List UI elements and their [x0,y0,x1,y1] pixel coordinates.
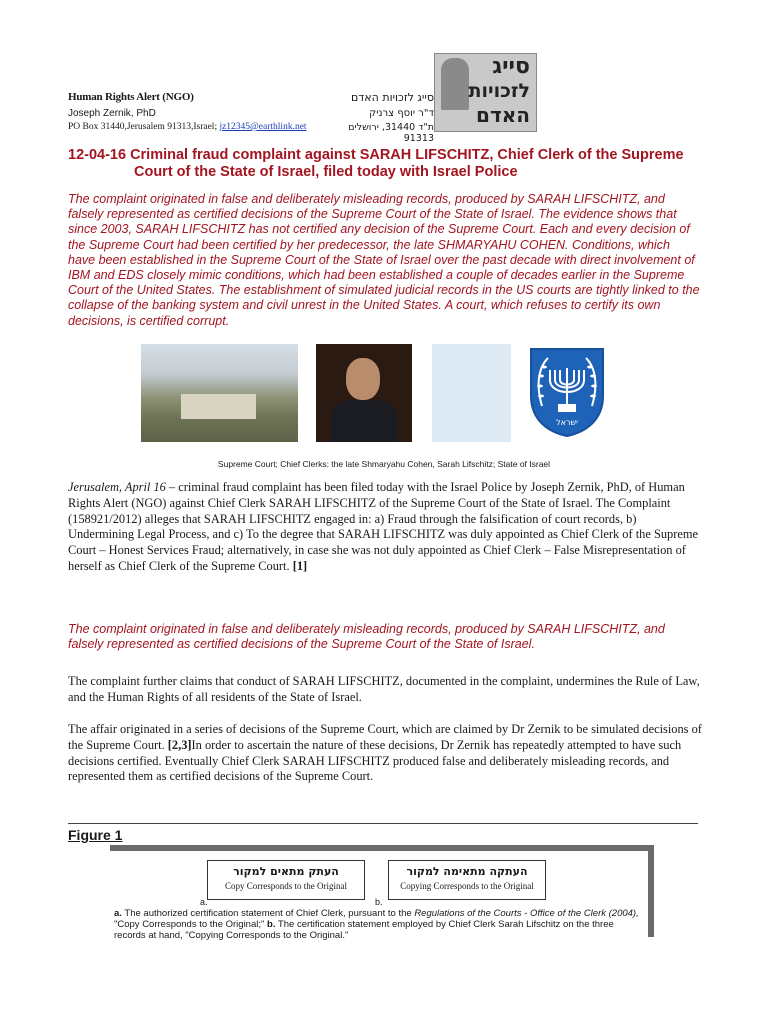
highlight-paragraph: The complaint originated in false and deliberately misleading records, produced by SARAH LIFSCHITZ, and falsely represented as certified decisions of the Supreme Court of the State of Israel. [68,622,665,652]
author-name: Joseph Zernik, PhD [68,108,156,119]
address-line [68,122,307,132]
emblem-text: ישראל [556,418,578,427]
figure-caption [114,908,644,941]
reference-link-2-3[interactable]: [2,3] [167,737,192,752]
reference-link-1[interactable]: [1] [292,558,308,573]
logo-word-1: סייג [492,54,530,79]
caption-a-text: The authorized certification statement of Chief Clerk, pursuant to the [121,908,415,919]
email-link[interactable]: jz12345@earthlink.net [219,122,307,132]
figure-title: Figure 1 [68,827,123,843]
stamp-a-hebrew: העתק מתאים למקור [233,865,339,878]
body-paragraph-1-text: – criminal fraud complaint has been filed today with the Israel Police by Joseph Zernik, PhD, of Human Rights Alert (NGO) against Chief Clerk SARAH LIFSCHITZ of the Supreme Court of the State of Israel. The Complaint (158921/2012) alleges that SARAH LIFSCHITZ engaged in: a) Fraud through the falsification of court records, b) Undermining Legal Process, and c) To the degree that SARAH LIFSCHITZ was duly appointed as Chief Clerk of the Supreme Court – Honest Services Fraud; alternatively, in case she was not duly appointed as Chief Clerk – False Misrepresentation of herself as Chief Clerk of the Supreme Court. [68,480,699,573]
hebrew-org-name: סייג לזכויות האדם [351,91,434,104]
certification-stamp-b [388,860,546,900]
stamp-b-label: b. [375,897,383,907]
title-line-2: Court of the State of Israel, filed today with Israel Police [134,163,518,180]
body-paragraph-2: The complaint further claims that conduct of SARAH LIFSCHITZ, documented in the complaint, undermines the Rule of Law, and the Human Rights of all residents of the State of Israel. [68,674,700,704]
logo-word-2: לזכויות [468,80,530,102]
caption-a-quote: "Copy Corresponds to the Original;" [114,919,268,930]
supreme-court-photo [141,344,298,442]
caption-b-text: The certification statement employed by Chief Clerk Sarah Lifschitz on the three records at hand, "Copying Corresponds to the Original." [114,919,614,941]
stamp-a-label: a. [200,897,208,907]
israel-emblem-icon [528,346,606,438]
section-divider [68,823,698,824]
title-line-1: 12-04-16 Criminal fraud complaint against SARAH LIFSCHITZ, Chief Clerk of the Supreme [68,147,684,163]
logo-word-3: האדם [476,103,530,127]
org-name: Human Rights Alert (NGO) [68,91,194,103]
certification-stamp-a [207,860,365,900]
stamp-b-english: Copying Corresponds to the Original [400,881,534,891]
image-caption: Supreme Court; Chief Clerks: the late Shmaryahu Cohen, Sarah Lifschitz; State of Israel [217,459,551,469]
page-title [68,147,708,180]
org-logo [434,53,537,132]
stamp-b-hebrew: העתקה מתאימה למקור [406,865,528,878]
figure-1 [110,845,654,941]
body-paragraph-3-b: In order to ascertain the nature of these decisions, Dr Zernik has repeatedly attempted to have such decisions certified. Eventually Chief Clerk SARAH LIFSCHITZ produced false and deliberately misleading records, and represented them as certified decisions of the Supreme Court. [68,737,682,784]
body-paragraph-3-a: The affair originated in a series of decisions of the Supreme Court, which are claimed by Dr Zernik to be simulated decisions of the Supreme Court. [68,722,702,752]
caption-a-marker: a. [114,908,122,919]
body-paragraph-1 [68,480,704,575]
logo-figure [441,58,469,110]
caption-b-marker: b. [267,919,276,930]
lead-paragraph: The complaint originated in false and deliberately misleading records, produced by SARAH LIFSCHITZ, and falsely represented as certified decisions of the Supreme Court of the State of Israel. The evidence shows that since 2003, SARAH LIFSCHITZ has not certified any decision of the Supreme Court. Each and every decision of the Supreme Court had been certified by her predecessor, the late SHMARYAHU COHEN. Conditions, which have been established in the Supreme Court of the State of Israel over the past decade with direct involvement of IBM and EDS closely mimic conditions, which had been established a couple of decades earlier in the Supreme Court of the United States. The establishment of simulated judicial records in the US courts are tightly linked to the collapse of the banking system and civil unrest in the United States. A court, which refuses to certify its own decisions, is certified corrupt. [68,192,700,328]
chief-clerk-photo [316,344,412,442]
stamp-a-english: Copy Corresponds to the Original [225,881,347,891]
address-text: PO Box 31440,Jerusalem 91313,Israel; [68,122,220,132]
body-paragraph-3 [68,722,704,785]
caption-a-regulation: Regulations of the Courts - Office of the Clerk (2004), [414,908,639,919]
dateline: Jerusalem, April 16 [68,480,166,494]
hebrew-author-name: ד"ר יוסף צרניק [369,108,434,119]
blank-photo-placeholder [432,344,511,442]
hebrew-address: ת"ד 31440, ירושלים 91313 [348,122,434,144]
